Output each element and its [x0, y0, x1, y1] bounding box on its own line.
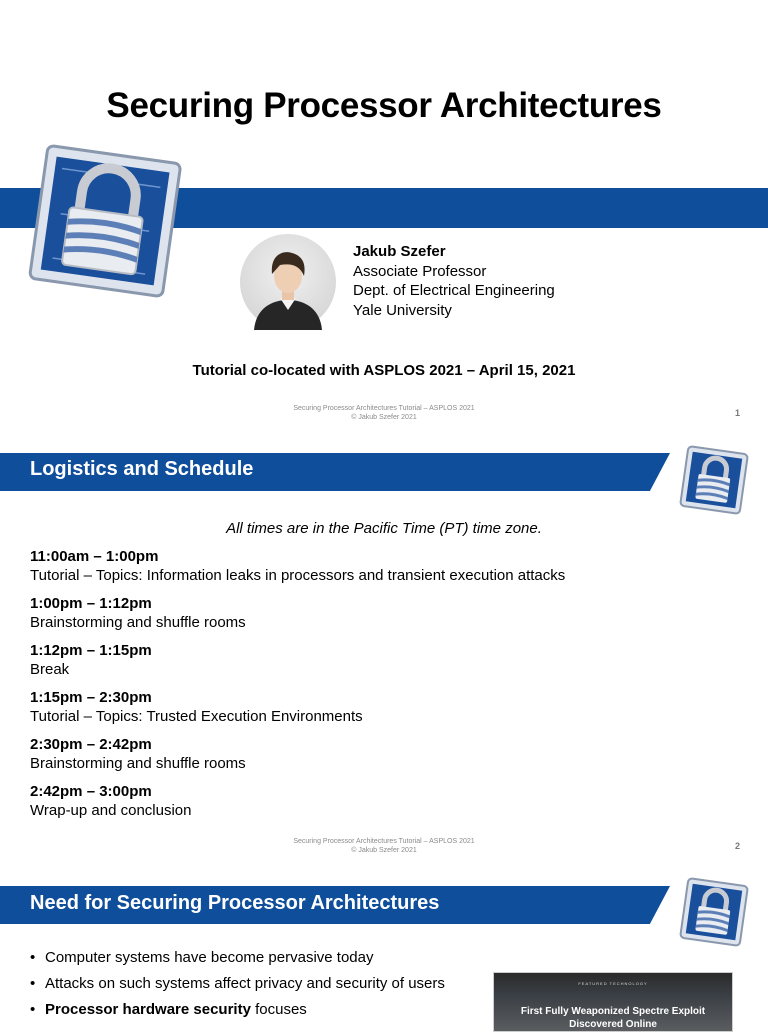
article-tags: FEATURED TECHNOLOGY [578, 981, 648, 986]
schedule-description: Brainstorming and shuffle rooms [30, 614, 246, 631]
timezone-note: All times are in the Pacific Time (PT) time zone. [226, 520, 542, 537]
schedule-description: Tutorial – Topics: Information leaks in processors and transient execution attacks [30, 567, 566, 584]
schedule-time: 2:42pm – 3:00pm [30, 783, 152, 800]
schedule-description: Wrap-up and conclusion [30, 802, 192, 819]
author-department: Dept. of Electrical Engineering [353, 282, 555, 299]
padlock-chip-logo [20, 140, 190, 305]
slide-title: Securing Processor Architectures [106, 86, 662, 125]
bullet-glyph: • [30, 975, 36, 992]
bullet-text: Computer systems have become pervasive today [45, 949, 374, 966]
schedule-time: 1:12pm – 1:15pm [30, 642, 152, 659]
schedule-item [30, 688, 740, 726]
schedule-description: Tutorial – Topics: Trusted Execution Environments [30, 708, 363, 725]
bullet-bold-text: Processor hardware security [45, 1001, 251, 1018]
footer-title: Securing Processor Architectures Tutorial – ASPLOS 2021 [293, 838, 475, 845]
schedule-time: 1:15pm – 2:30pm [30, 689, 152, 706]
footer-title: Securing Processor Architectures Tutorial – ASPLOS 2021 [293, 405, 475, 412]
schedule-time: 1:00pm – 1:12pm [30, 595, 152, 612]
slide-1 [0, 0, 768, 430]
bullet-text: Attacks on such systems affect privacy and security of users [45, 975, 445, 992]
padlock-chip-logo [676, 442, 752, 518]
bullet-list [30, 948, 480, 1026]
bullet-item [30, 948, 480, 967]
padlock-chip-logo [676, 874, 752, 950]
page-number: 1 [734, 408, 740, 418]
article-headline: First Fully Weaponized Spectre Exploit Discovered Online [520, 1006, 706, 1030]
schedule-item [30, 735, 740, 773]
schedule-time: 2:30pm – 2:42pm [30, 736, 152, 753]
schedule-item [30, 547, 740, 585]
slide-footer [0, 837, 768, 855]
author-name: Jakub Szefer [353, 243, 446, 260]
slide-3 [0, 870, 768, 1030]
bullet-glyph: • [30, 1001, 36, 1018]
bullet-glyph: • [30, 949, 36, 966]
slide-footer [0, 404, 768, 422]
tutorial-line: Tutorial co-located with ASPLOS 2021 – April 15, 2021 [192, 362, 576, 379]
bullet-item [30, 974, 480, 993]
schedule-item [30, 782, 740, 820]
bullet-text: focuses [250, 1001, 307, 1018]
slide-title: Need for Securing Processor Architectures [30, 892, 440, 914]
author-photo [240, 234, 336, 330]
author-info [353, 242, 555, 320]
footer-copyright: © Jakub Szefer 2021 [351, 847, 417, 854]
page-number: 2 [734, 841, 740, 851]
schedule-time: 11:00am – 1:00pm [30, 548, 159, 565]
footer-copyright: © Jakub Szefer 2021 [351, 414, 417, 421]
schedule-description: Break [30, 661, 70, 678]
bullet-item [30, 1000, 480, 1019]
schedule-description: Brainstorming and shuffle rooms [30, 755, 246, 772]
author-institution: Yale University [353, 301, 452, 319]
schedule-list [30, 547, 740, 829]
slide-2 [0, 440, 768, 860]
schedule-item [30, 641, 740, 679]
author-position: Associate Professor [353, 262, 487, 280]
slide-title: Logistics and Schedule [30, 458, 254, 480]
schedule-item [30, 594, 740, 632]
news-article-image [493, 972, 733, 1032]
